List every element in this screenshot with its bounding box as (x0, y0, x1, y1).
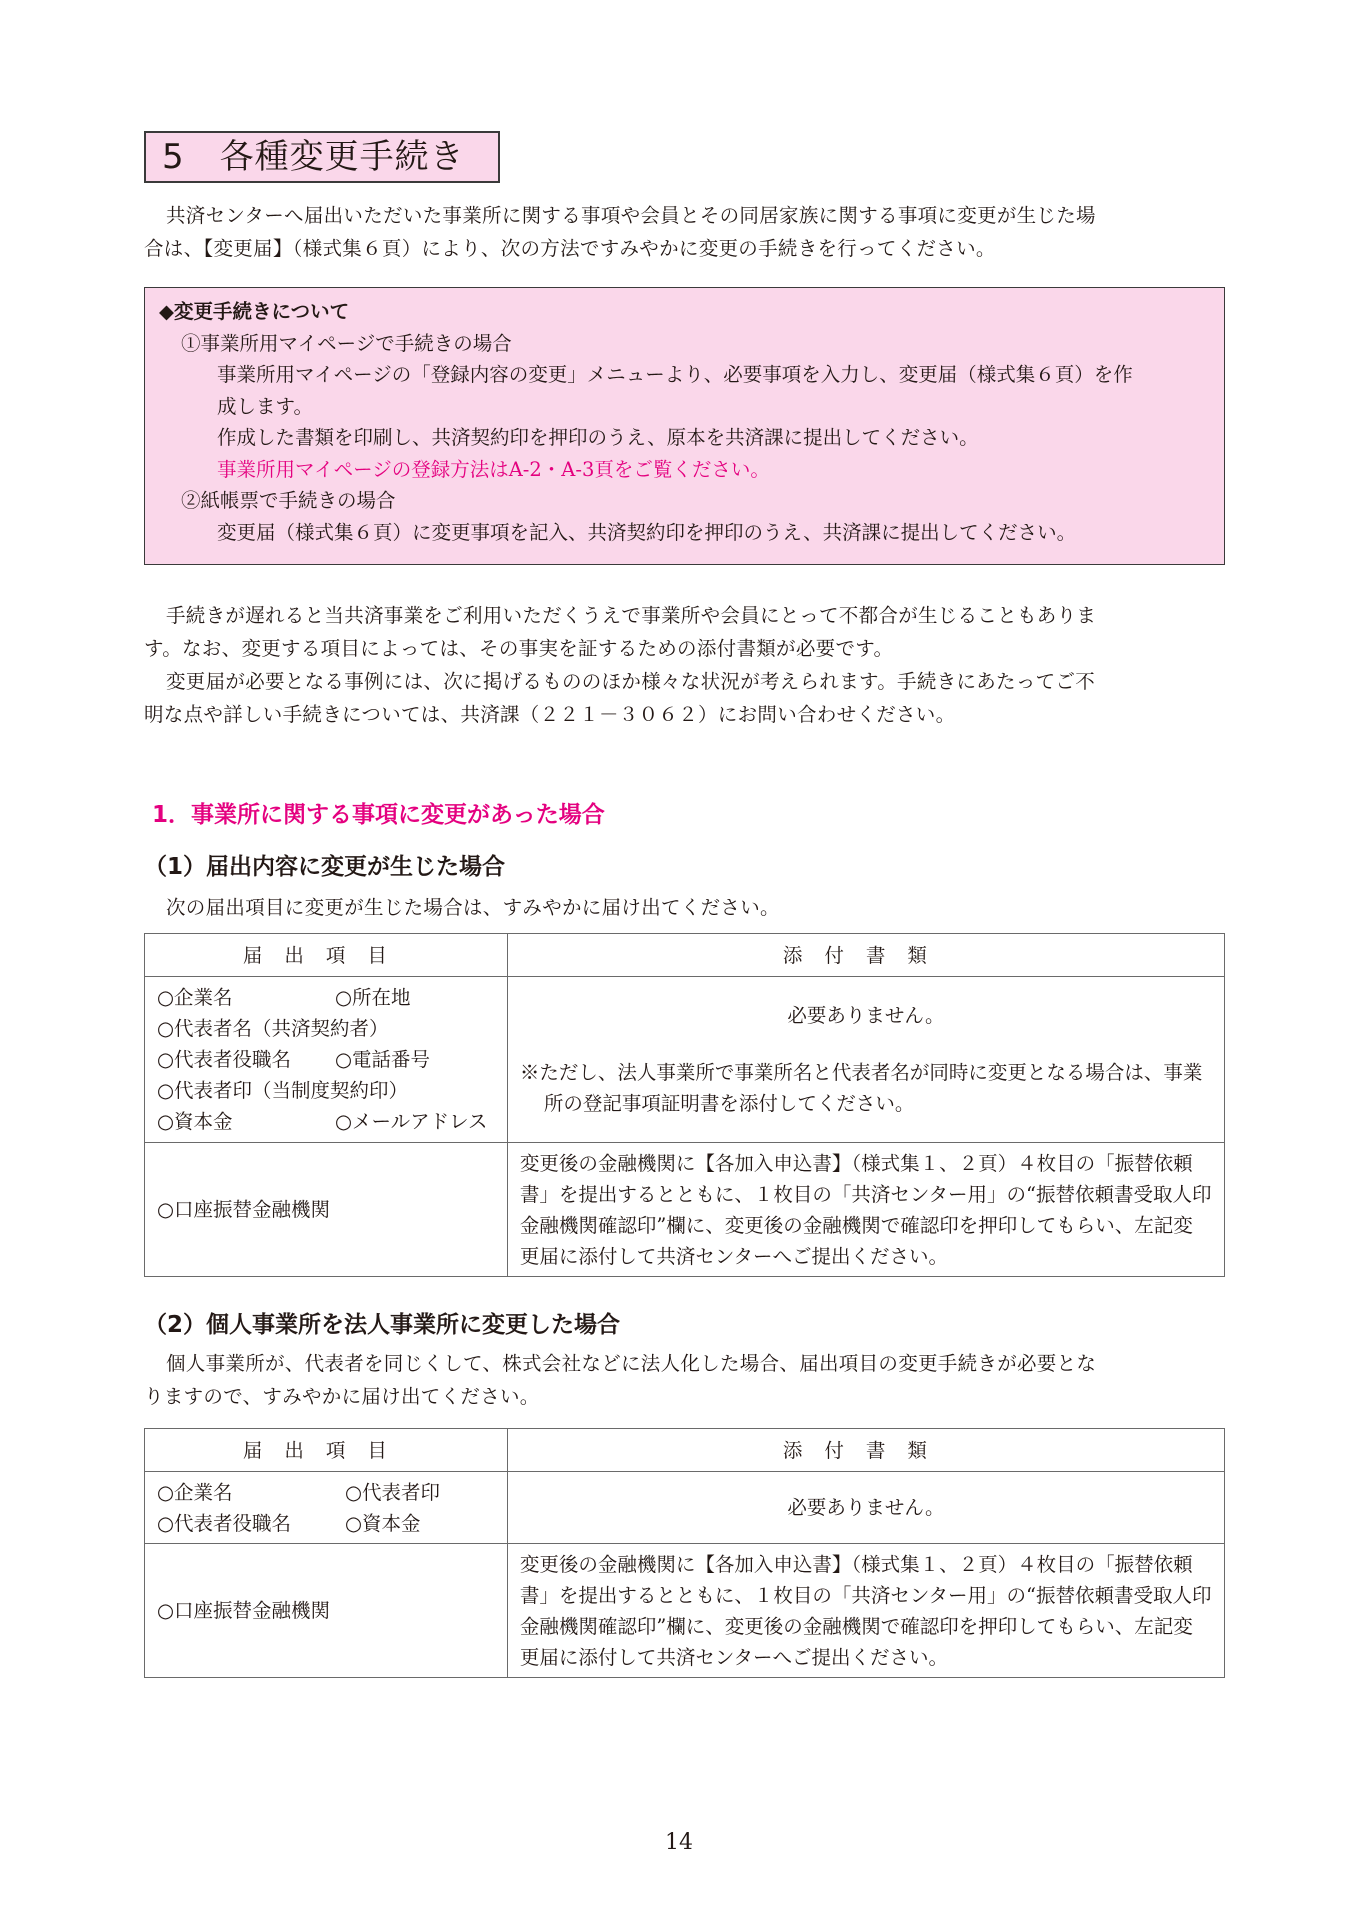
sub2-lead-line: 個人事業所が、代表者を同じくして、株式会社などに法人化した場合、届出項目の変更手続きが必要とな (166, 1352, 1097, 1375)
doc-not-required: 必要ありません。 (787, 1004, 945, 1027)
notice-item1-text: 作成した書類を印刷し、共済契約印を押印のうえ、原本を共済課に提出してください。 (217, 426, 979, 449)
item-line: ○代表者役職名 ○電話番号 (157, 1048, 431, 1071)
header-items: 届出項目 (145, 1429, 508, 1472)
table-header-row (145, 1429, 1225, 1472)
body-line: す。なお、変更する項目によっては、その事実を証するための添付書類が必要です。 (144, 637, 894, 660)
header-items: 届出項目 (145, 934, 508, 977)
items-cell (145, 977, 508, 1143)
sub2-lead (144, 1347, 1225, 1413)
table-header-row (145, 934, 1225, 977)
subheading-2: （2）個人事業所を法人事業所に変更した場合 (144, 1312, 621, 1338)
items-cell: ○口座振替金融機関 (145, 1143, 508, 1277)
item-line: ○企業名 ○所在地 (157, 986, 411, 1009)
table-1 (144, 933, 1225, 1277)
docs-cell: 変更後の金融機関に【各加入申込書】（様式集１、２頁）４枚目の「振替依頼書」を提出するとともに、１枚目の「共済センター用」の“振替依頼書受取人印金融機関確認印”欄に、変更後の金融機関で確認印を押印してもらい、左記変更届に添付して共済センターへご提出ください。 (507, 1544, 1224, 1678)
notice-item1-text: 成します。 (217, 394, 313, 418)
notice-title: ◆変更手続きについて (159, 300, 350, 323)
page-number: 14 (665, 1830, 693, 1855)
body-paragraphs (144, 599, 1225, 731)
heading-business-changes: 1．事業所に関する事項に変更があった場合 (152, 802, 605, 828)
body-line: 手続きが遅れると当共済事業をご利用いただくうえで事業所や会員にとって不都合が生じることもありま (166, 604, 1097, 627)
item-line: ○資本金 ○メールアドレス (157, 1110, 488, 1133)
item-line: ○代表者印（当制度契約印） (157, 1079, 409, 1102)
table-row (145, 1472, 1225, 1544)
table-row (145, 1544, 1225, 1678)
subheading-1: （1）届出内容に変更が生じた場合 (144, 854, 506, 880)
section-title: 5 各種変更手続き (144, 131, 500, 183)
table-2 (144, 1428, 1225, 1678)
notice-item2-title: ②紙帳票で手続きの場合 (181, 489, 396, 512)
notice-item2-text: 変更届（様式集６頁）に変更事項を記入、共済契約印を押印のうえ、共済課に提出してください。 (217, 520, 1077, 544)
table-row (145, 977, 1225, 1143)
doc-note: ※ただし、法人事業所で事業所名と代表者名が同時に変更となる場合は、事業所の登記事項証明書を添付してください。 (519, 1061, 1203, 1115)
docs-cell: 必要ありません。 (507, 1472, 1224, 1544)
sub2-lead-line: りますので、すみやかに届け出てください。 (144, 1385, 540, 1408)
item-line: ○企業名 ○代表者印 (157, 1480, 441, 1504)
body-line: 変更届が必要となる事例には、次に掲げるもののほか様々な状況が考えられます。手続きにあたってご不 (166, 670, 1096, 693)
intro-paragraph (144, 199, 1224, 265)
table-row (145, 1143, 1225, 1277)
notice-item1-pink-note: 事業所用マイページの登録方法はA-2・A-3頁をご覧ください。 (217, 457, 770, 481)
docs-cell: 変更後の金融機関に【各加入申込書】（様式集１、２頁）４枚目の「振替依頼書」を提出するとともに、１枚目の「共済センター用」の“振替依頼書受取人印金融機関確認印”欄に、変更後の金融機関で確認印を押印してもらい、左記変更届に添付して共済センターへご提出ください。 (507, 1143, 1224, 1277)
intro-line: 合は、【変更届】（様式集６頁）により、次の方法ですみやかに変更の手続きを行ってください。 (144, 237, 996, 260)
notice-item1-title: ①事業所用マイページで手続きの場合 (181, 331, 512, 355)
intro-line: 共済センターへ届出いただいた事業所に関する事項や会員とその同居家族に関する事項に変更が生じた場 (166, 204, 1096, 227)
notice-item1-text: 事業所用マイページの「登録内容の変更」メニューより、必要事項を入力し、変更届（様式集６頁）を作 (217, 363, 1133, 386)
items-cell (145, 1472, 508, 1544)
body-line: 明な点や詳しい手続きについては、共済課（２２１－３０６２）にお問い合わせください。 (144, 703, 956, 726)
docs-cell (507, 977, 1224, 1143)
item-line: ○代表者名（共済契約者） (157, 1017, 389, 1040)
items-cell: ○口座振替金融機関 (145, 1544, 508, 1678)
notice-box (144, 287, 1225, 565)
sub1-lead: 次の届出項目に変更が生じた場合は、すみやかに届け出てください。 (166, 896, 780, 919)
item-line: ○代表者役職名 ○資本金 (157, 1511, 421, 1535)
header-docs: 添付書類 (507, 934, 1224, 977)
header-docs: 添付書類 (507, 1429, 1224, 1472)
